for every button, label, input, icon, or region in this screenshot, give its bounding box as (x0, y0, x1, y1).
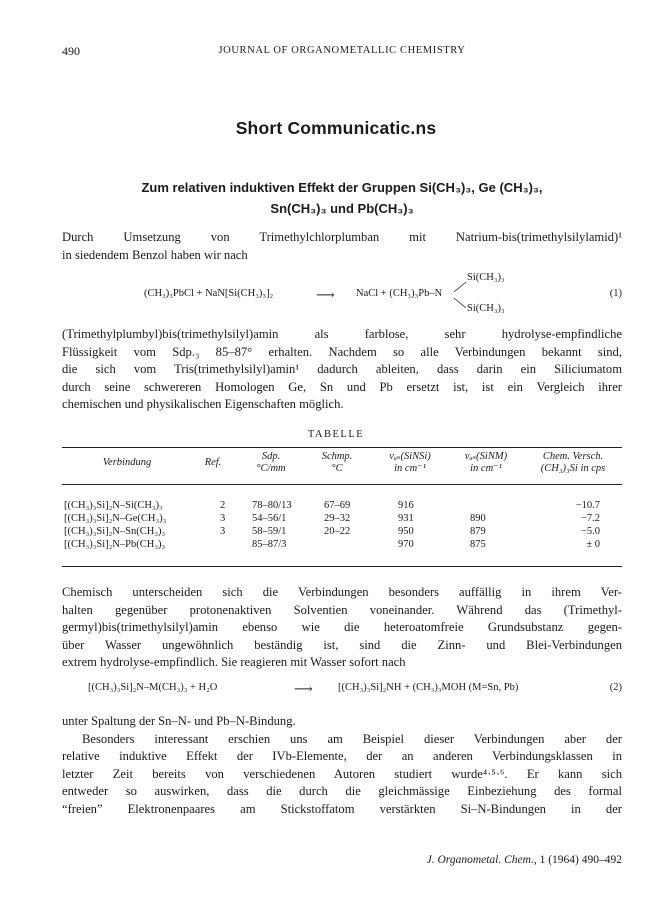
equation-2-right: [(CH₃)₃Si]₂NH + (CH₃)₃MOH (M=Sn, Pb) (338, 682, 519, 693)
paragraph-3-line: germyl)bis(trimethylsilyl)amin ebenso wie die heteroatomfreie Grundsubstanz gegen- (62, 620, 622, 634)
paragraph-1 (62, 229, 622, 264)
table-header-cell: Chem. Versch. (CH₃)₃Si in cps (540, 451, 606, 474)
table-header-cell: νₐₛ(SiNSi) in cm⁻¹ (389, 451, 431, 474)
paragraph-3-line: halten gegenüber protonenaktiven Solventien voneinander. Während das (Trimethyl- (62, 602, 622, 617)
paragraph-3-line: Chemisch unterscheiden sich die Verbindungen besonders auffällig in ihrem Ver- (62, 585, 622, 599)
equation-1-arrow: ⟶ (316, 287, 335, 302)
paragraph-3 (62, 584, 622, 672)
paragraph-1-line: Durch Umsetzung von Trimethylchlorplumban mit Natrium-bis(trimethylsilylamid)¹ (62, 230, 622, 244)
article-title-line-1: Zum relativen induktiven Effekt der Gruppen Si(CH₃)₃, Ge (CH₃)₃, (141, 180, 543, 195)
table-bottom-rule (62, 566, 622, 567)
equation-1 (62, 272, 622, 316)
equation-2 (62, 682, 622, 700)
page-number: 490 (62, 44, 80, 58)
table-title: TABELLE (307, 429, 365, 440)
paragraph-1-line: in siedendem Benzol haben wir nach (62, 247, 248, 262)
table-header-cell: Sdp. °C/mm (256, 451, 286, 474)
section-heading: Short Communicatic.ns (235, 118, 437, 138)
table-row: [(CH₃)₃Si]₂N–Si(CH₃)₃ 2 78–80/13 67–69 916 −10.7 (64, 500, 600, 511)
table-body (62, 500, 622, 560)
paragraph-4-line: letzter Zeit bereits von verschiedenen Autoren studiert wurde⁴·⁵·⁶. Er kann sich (62, 766, 622, 781)
footer-volume-pages: 1 (1964) 490–492 (539, 854, 622, 866)
table-header (62, 451, 622, 481)
paragraph-4-line: “freien” Elektronenpaares am Stickstoffatom verstärkten Si–N-Bindungen in der (62, 801, 622, 816)
table-row: [(CH₃)₃Si]₂N–Pb(CH₃)₃ 85–87/3 970 875 ± 0 (64, 539, 600, 550)
footer-journal: J. Organometal. Chem., (426, 854, 537, 866)
running-header (62, 44, 622, 62)
footer-citation (62, 854, 622, 866)
equation-2-left: [(CH₃)₃Si]₂N–M(CH₃)₃ + H₂O (88, 682, 218, 693)
paragraph-4-line: Besonders interessant erschien uns am Beispiel dieser Verbindungen aber der (82, 731, 622, 746)
table-header-cell: νₐₛ(SiNM) in cm⁻¹ (464, 451, 508, 474)
equation-1-number: (1) (609, 288, 622, 299)
table-header-cell: Verbindung (102, 457, 152, 468)
equation-1-left: (CH₃)₃PbCl + NaN[Si(CH₃)₃]₂ (144, 288, 274, 299)
equation-2-number: (2) (609, 682, 622, 693)
paragraph-2-line: chemischen und physikalischen Eigenschaften möglich. (62, 397, 344, 411)
table-header-rule (62, 484, 622, 485)
journal-title: JOURNAL OF ORGANOMETALLIC CHEMISTRY (218, 45, 466, 56)
paragraph-4-line: entweder so auswirken, dass die durch die gleichmässige Einbeziehung des formal (62, 784, 622, 798)
paragraph-2-line: Flüssigkeit vom Sdp.₃ 85–87° erhalten. Nachdem so alle Verbindungen bekannt sind, (62, 344, 622, 359)
paragraph-2-line: die sich vom Tris(trimethylsilyl)amin¹ dadurch ableiten, dass darin ein Siliciumatom (62, 362, 622, 376)
table-top-rule (62, 447, 622, 448)
paragraph-2-line: durch seine schwereren Homologen Ge, Sn und Pb ersetzt ist, ist ein Vergleich ihrer (62, 379, 622, 394)
equation-1-right: NaCl + (CH₃)₃Pb–N (356, 288, 443, 299)
paragraph-3-line: extrem hydrolyse-empfindlich. Sie reagieren mit Wasser sofort nach (62, 655, 406, 669)
paragraph-2-line: (Trimethylplumbyl)bis(trimethylsilyl)amin als farblose, sehr hydrolyse-empfindliche (62, 327, 622, 341)
article-title (62, 177, 622, 219)
table-row: [(CH₃)₃Si]₂N–Ge(CH₃)₃ 3 54–56/1 29–32 931 890 −7.2 (64, 513, 600, 524)
paragraph-4-line: relative induktive Effekt der IVb-Elemente, der an anderen Verbindungsklassen in (62, 749, 622, 763)
paragraph-3-line: über Wasser ungewöhnlich beständig ist, sind die Zinn- und Blei-Verbindungen (62, 637, 622, 652)
article-title-line-2: Sn(CH₃)₃ und Pb(CH₃)₃ (270, 201, 414, 216)
paragraph-4 (62, 713, 622, 818)
equation-1-branch-bottom: Si(CH₃)₃ (467, 303, 505, 314)
equation-1-branch-top: Si(CH₃)₃ (467, 272, 505, 283)
equation-2-arrow: ⟶ (294, 681, 313, 696)
paragraph-2 (62, 326, 622, 414)
table-header-cell: Schmp. °C (321, 451, 353, 474)
table-row: [(CH₃)₃Si]₂N–Sn(CH₃)₃ 3 58–59/1 20–22 950 879 −5.0 (64, 526, 600, 537)
table-header-cell: Ref. (204, 457, 222, 468)
paragraph-4-line: unter Spaltung der Sn–N- und Pb–N-Bindung. (62, 714, 296, 728)
